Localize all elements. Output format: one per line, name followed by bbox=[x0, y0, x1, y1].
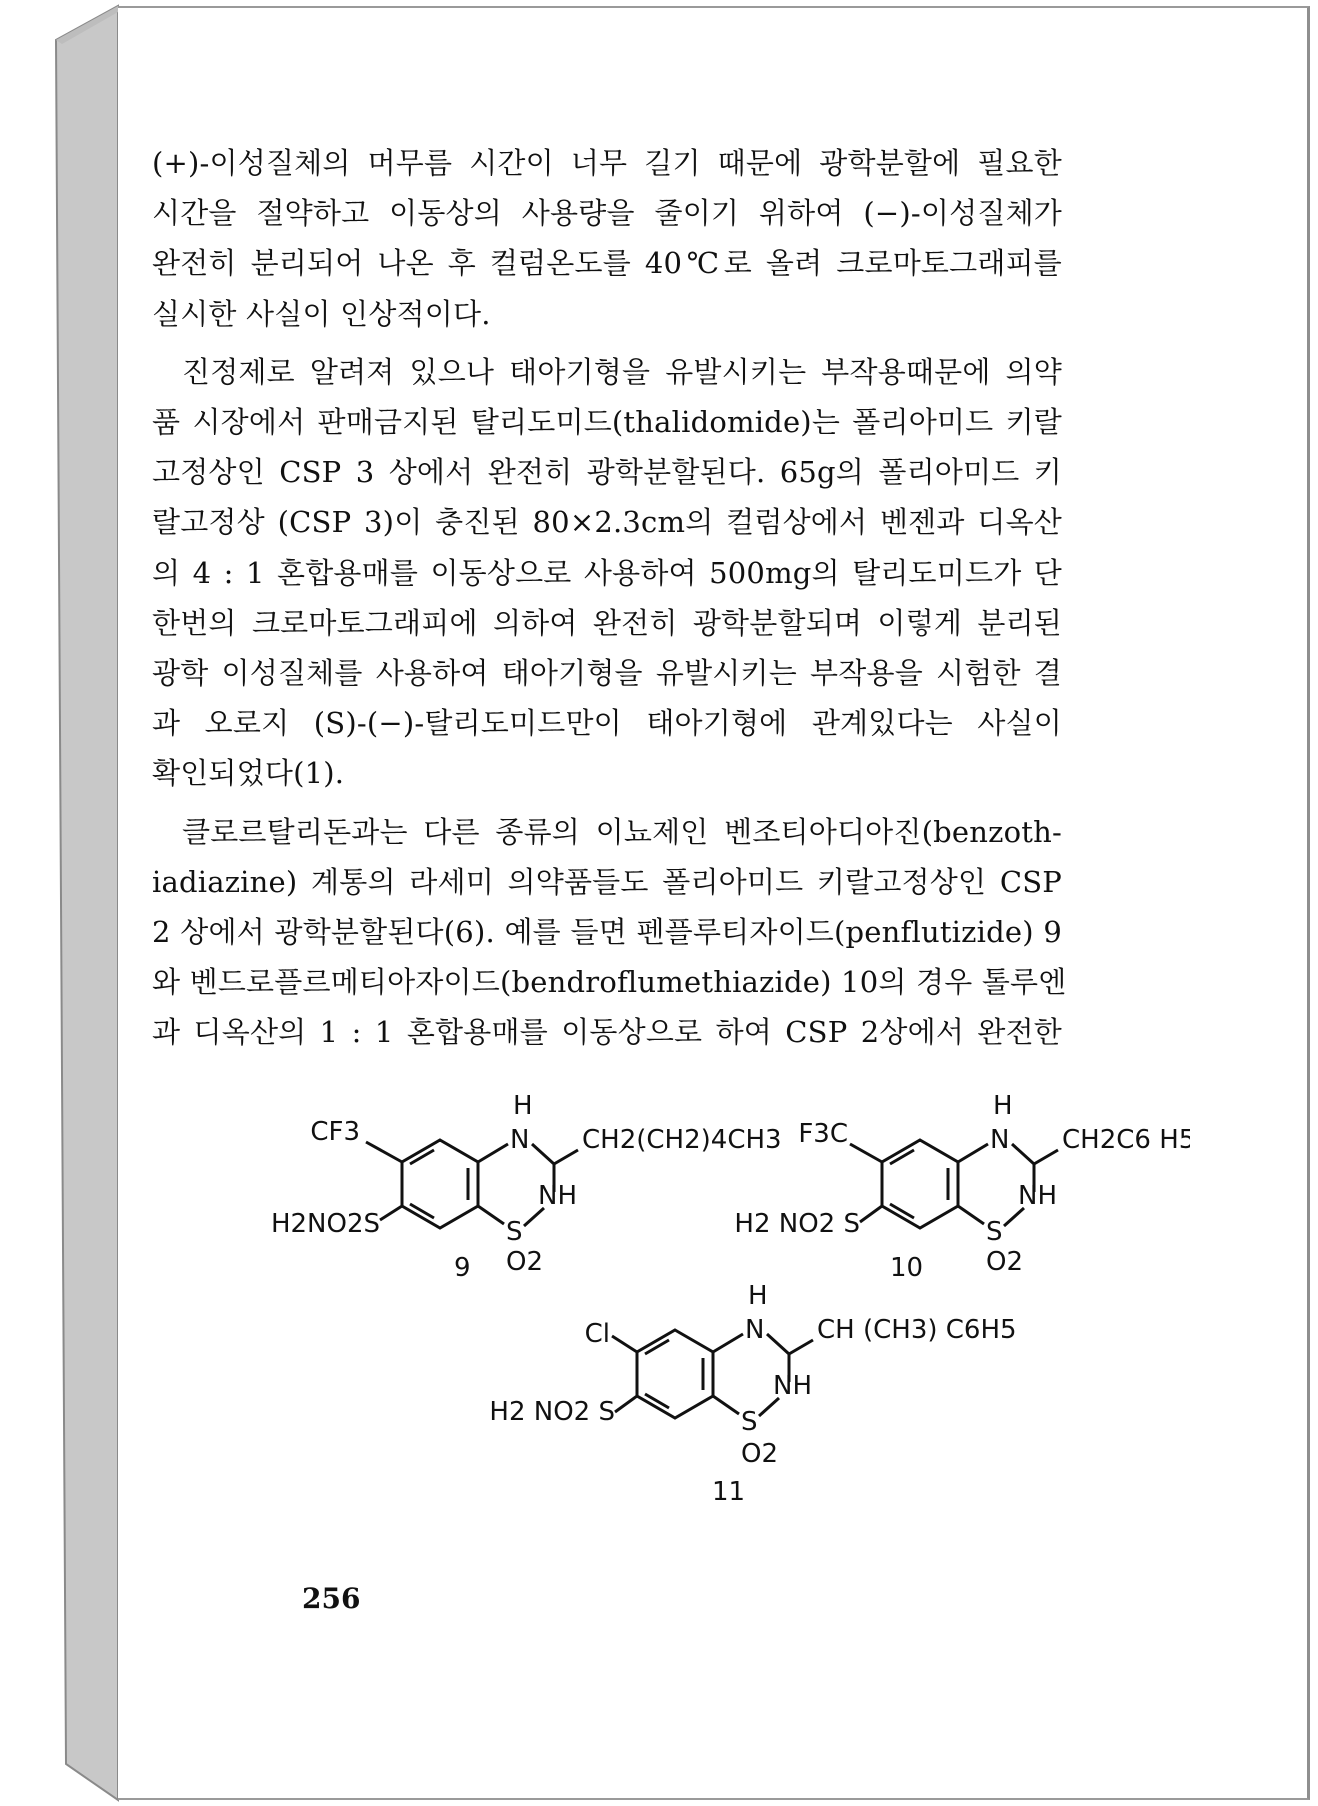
text-line: 완전히 분리되어 나온 후 컬럼온도를 40℃로 올려 크로마토그래피를 bbox=[152, 246, 1062, 281]
compound-10-n: N bbox=[990, 1125, 1010, 1155]
compound-11-sulfonamide: H2 NO2 S bbox=[489, 1397, 615, 1427]
compound-10-side-chain: CH2C6 H5 bbox=[1062, 1125, 1190, 1155]
compound-9-side-chain: CH2(CH2)4CH3 bbox=[582, 1125, 782, 1155]
text-line: 랄고정상 (CSP 3)이 충진된 80×2.3cm의 컬럼상에서 벤젠과 디옥산 bbox=[152, 505, 1062, 540]
paragraph-1 bbox=[152, 138, 1062, 339]
compound-9-sulfonamide: H2NO2S bbox=[270, 1209, 380, 1239]
compound-10-f3c: F3C bbox=[798, 1119, 848, 1149]
chemical-structures-figure bbox=[170, 1080, 1190, 1520]
compound-9-h: H bbox=[513, 1091, 533, 1121]
text-line: 확인되었다(1). bbox=[152, 756, 345, 791]
text-line: 와 벤드로플르메티아자이드(bendroflumethiazide) 10의 경우 톨루엔 bbox=[152, 965, 1067, 1000]
compound-9-o2: O2 bbox=[506, 1247, 544, 1277]
text-line: 의 4 : 1 혼합용매를 이동상으로 사용하여 500mg의 탈리도미드가 단 bbox=[152, 555, 1062, 590]
compound-11-nh: NH bbox=[773, 1371, 812, 1401]
compound-10-number: 10 bbox=[890, 1253, 924, 1283]
compound-10-o2: O2 bbox=[986, 1247, 1024, 1277]
text-line: iadiazine) 계통의 라세미 의약품들도 폴리아미드 키랄고정상인 CSP bbox=[152, 864, 1062, 899]
book-spine bbox=[0, 0, 130, 1806]
text-line: 한번의 크로마토그래피에 의하여 완전히 광학분할되며 이렇게 분리된 bbox=[152, 605, 1062, 640]
compound-9-n: N bbox=[510, 1125, 530, 1155]
compound-11-h: H bbox=[748, 1281, 768, 1311]
text-line: 2 상에서 광학분할된다(6). 예를 들면 펜플루티자이드(penflutizide) 9 bbox=[152, 915, 1062, 950]
compound-11-s: S bbox=[741, 1407, 758, 1437]
structures-svg bbox=[170, 1080, 1190, 1520]
compound-10-sulfonamide: H2 NO2 S bbox=[734, 1209, 860, 1239]
text-line: 광학 이성질체를 사용하여 태아기형을 유발시키는 부작용을 시험한 결 bbox=[152, 656, 1062, 691]
text-line: (+)-이성질체의 머무름 시간이 너무 길기 때문에 광학분할에 필요한 bbox=[152, 146, 1062, 180]
compound-10-nh: NH bbox=[1018, 1181, 1057, 1211]
compound-9-number: 9 bbox=[454, 1253, 471, 1283]
compound-11-o2: O2 bbox=[741, 1439, 779, 1469]
text-line: 시간을 절약하고 이동상의 사용량을 줄이기 위하여 (−)-이성질체가 bbox=[152, 196, 1062, 231]
compound-9-s: S bbox=[506, 1217, 523, 1247]
compound-10-h: H bbox=[993, 1091, 1013, 1121]
text-line: 과 오로지 (S)-(−)-탈리도미드만이 태아기형에 관계있다는 사실이 bbox=[152, 706, 1062, 741]
compound-10-s: S bbox=[986, 1217, 1003, 1247]
text-line: 실시한 사실이 인상적이다. bbox=[152, 296, 491, 331]
compound-9-nh: NH bbox=[538, 1181, 577, 1211]
text-line: 진정제로 알려져 있으나 태아기형을 유발시키는 부작용때문에 의약 bbox=[182, 354, 1062, 389]
compound-11-side-chain: CH (CH3) C6H5 bbox=[817, 1315, 1017, 1345]
paragraph-3 bbox=[152, 807, 1067, 1058]
page-number: 256 bbox=[302, 1582, 361, 1615]
compound-11-n: N bbox=[745, 1315, 765, 1345]
text-line: 고정상인 CSP 3 상에서 완전히 광학분할된다. 65g의 폴리아미드 키 bbox=[152, 455, 1062, 490]
compound-11-cl: Cl bbox=[584, 1319, 610, 1349]
paragraph-2 bbox=[152, 347, 1062, 799]
body-text bbox=[152, 138, 1067, 1066]
compound-11-number: 11 bbox=[712, 1477, 746, 1507]
text-line: 품 시장에서 판매금지된 탈리도미드(thalidomide)는 폴리아미드 키랄 bbox=[152, 405, 1062, 440]
text-line: 과 디옥산의 1 : 1 혼합용매를 이동상으로 하여 CSP 2상에서 완전한 bbox=[152, 1015, 1062, 1050]
compound-9-cf3: CF3 bbox=[310, 1117, 360, 1147]
text-line: 클로르탈리돈과는 다른 종류의 이뇨제인 벤조티아디아진(benzoth- bbox=[182, 814, 1062, 849]
